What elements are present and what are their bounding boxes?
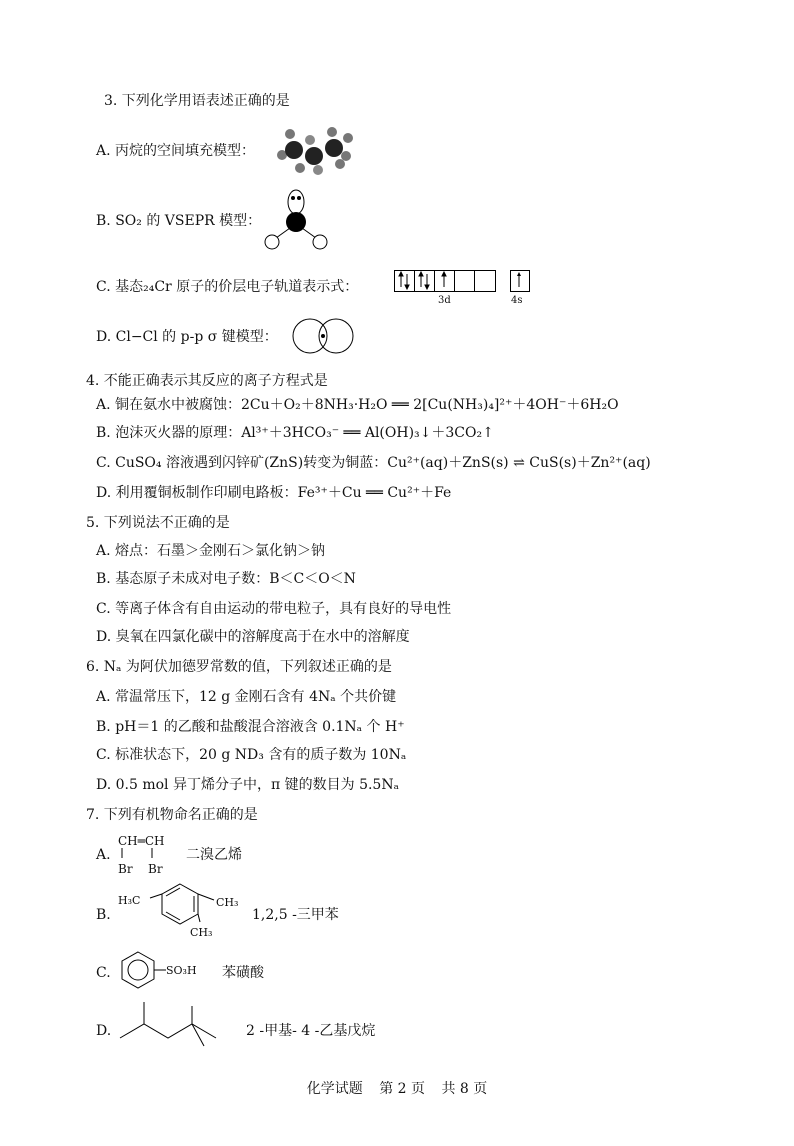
q7-option-a-label: A. [96, 847, 111, 863]
4s-label: 4s [511, 295, 523, 306]
q7-option-b-name: 1,2,5 -三甲苯 [252, 907, 339, 923]
q4-stem: 4. 不能正确表示其反应的离子方程式是 [86, 373, 328, 389]
footer-total: 共 8 页 [441, 1081, 488, 1097]
q7-option-c-name: 苯磺酸 [222, 965, 264, 981]
footer-subject: 化学试题 [306, 1081, 363, 1097]
q6-option-c: C. 标准状态下，20 g ND₃ 含有的质子数为 10Nₐ [96, 747, 407, 763]
q4-option-a: A. 铜在氨水中被腐蚀：2Cu＋O₂＋8NH₃·H₂O ══ 2[Cu(NH₃)₄]²⁺＋4OH⁻＋6H₂O [96, 397, 619, 413]
trimethylbenzene-structure [140, 880, 220, 930]
q3-option-b: B. SO₂ 的 VSEPR 模型： [96, 213, 262, 229]
q5-option-d: D. 臭氧在四氯化碳中的溶解度高于在水中的溶解度 [96, 629, 410, 645]
footer-page: 第 2 页 [379, 1081, 425, 1097]
3d-label: 3d [438, 295, 451, 306]
q6-stem: 6. Nₐ 为阿伏加德罗常数的值，下列叙述正确的是 [86, 659, 392, 675]
dibromoethene-top: CH═CH [118, 834, 165, 848]
br-label-1: Br [118, 862, 133, 876]
so2-vsepr-model [262, 188, 332, 258]
q3-option-a: A. 丙烷的空间填充模型： [96, 143, 256, 159]
benzenesulfonic-acid-ring [116, 950, 166, 990]
skeletal-formula [118, 996, 228, 1056]
q3-option-d: D. Cl−Cl 的 p-p σ 键模型： [96, 329, 278, 345]
orbital-spin-arrows [394, 270, 524, 292]
b-ch3-b: CH₃ [190, 926, 213, 939]
q6-option-a: A. 常温常压下，12 g 金刚石含有 4Nₐ 个共价键 [96, 689, 397, 705]
q5-option-b: B. 基态原子未成对电子数：B＜C＜O＜N [96, 571, 356, 587]
br-label-2: Br [148, 862, 163, 876]
q3-stem: 3. 下列化学用语表述正确的是 [104, 93, 290, 109]
q4-option-b: B. 泡沫灭火器的原理：Al³⁺＋3HCO₃⁻ ══ Al(OH)₃↓＋3CO₂↑ [96, 425, 494, 441]
q4-option-d: D. 利用覆铜板制作印刷电路板：Fe³⁺＋Cu ══ Cu²⁺＋Fe [96, 485, 452, 501]
q7-stem: 7. 下列有机物命名正确的是 [86, 807, 258, 823]
q5-option-c: C. 等离子体含有自由运动的带电粒子，具有良好的导电性 [96, 601, 452, 617]
q7-option-a-name: 二溴乙烯 [186, 847, 242, 863]
b-ch3-a: CH₃ [216, 896, 239, 909]
pp-sigma-bond-model [290, 318, 360, 358]
propane-space-filling-model [272, 120, 362, 180]
c-so3h: SO₃H [166, 964, 197, 977]
q7-option-c-label: C. [96, 965, 111, 981]
dibromoethene-bonds [118, 846, 178, 860]
q6-option-d: D. 0.5 mol 异丁烯分子中，π 键的数目为 5.5Nₐ [96, 777, 399, 793]
q4-option-c: C. CuSO₄ 溶液遇到闪锌矿(ZnS)转变为铜蓝：Cu²⁺(aq)＋ZnS(s) ⇌ CuS(s)＋Zn²⁺(aq) [96, 455, 651, 471]
page-footer [0, 1078, 794, 1098]
q3-option-c: C. 基态₂₄Cr 原子的价层电子轨道表示式： [96, 279, 359, 295]
q5-option-a: A. 熔点：石墨＞金刚石＞氯化钠＞钠 [96, 543, 326, 559]
q6-option-b: B. pH＝1 的乙酸和盐酸混合溶液含 0.1Nₐ 个 H⁺ [96, 719, 405, 735]
b-h3c: H₃C [118, 894, 141, 907]
q7-option-d-label: D. [96, 1023, 112, 1039]
q7-option-d-name: 2 -甲基- 4 -乙基戊烷 [246, 1023, 376, 1039]
4s-spin-arrow [510, 270, 530, 292]
q7-option-b-label: B. [96, 907, 111, 923]
q5-stem: 5. 下列说法不正确的是 [86, 515, 230, 531]
